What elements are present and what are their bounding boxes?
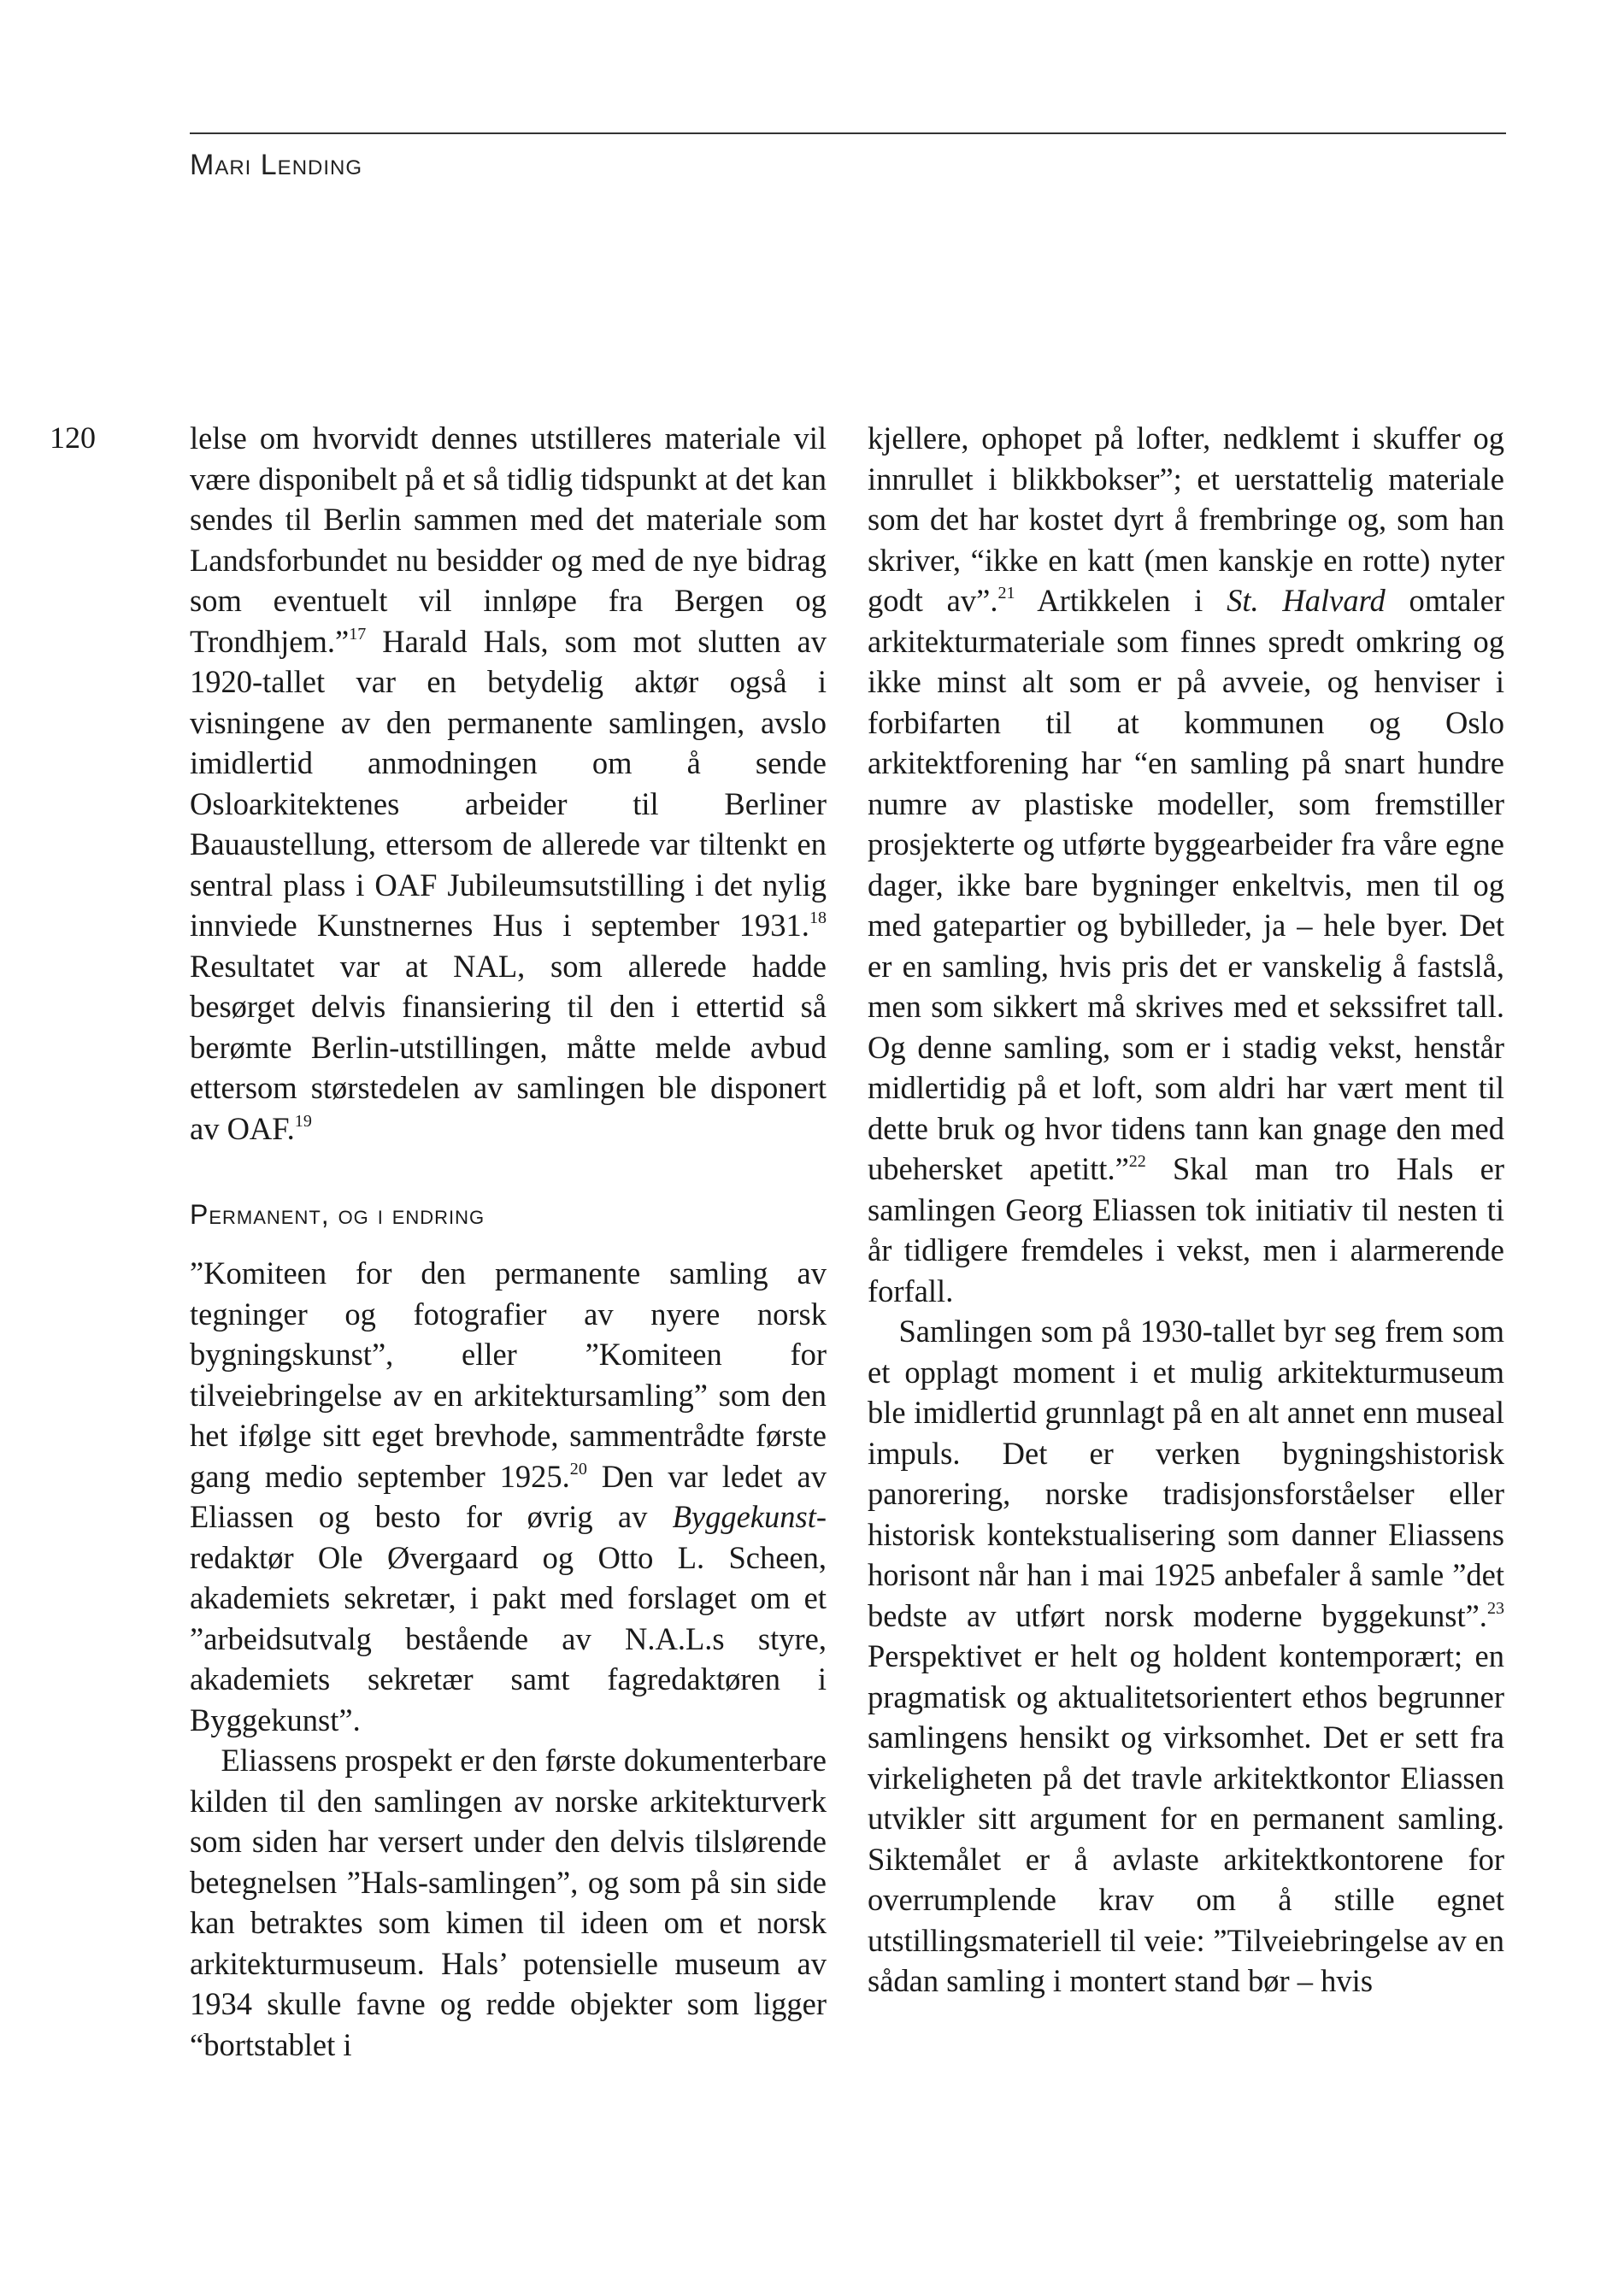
footnote-ref: 19: [294, 1111, 312, 1131]
text-run: Skal man tro Hals er samlingen Georg Eliassen tok initiativ til nesten ti år tidligere fremdeles i vekst, men i alarmerende forfall.: [868, 1151, 1504, 1308]
text-run: Den var ledet av Eliassen og besto for øvrig av: [190, 1458, 827, 1534]
text-run: Artikkelen i: [1015, 583, 1227, 618]
paragraph: [868, 418, 1504, 1311]
section-heading: Permanent, og i endring: [190, 1199, 485, 1230]
paragraph: [190, 1740, 827, 2065]
running-head: Mari Lending: [190, 149, 363, 181]
right-column: [868, 418, 1504, 2002]
footnote-ref: 20: [569, 1459, 587, 1479]
text-run: Samlingen som på 1930-tallet byr seg frem som et opplagt moment i et mulig arkitekturmuseum ble imidlertid grunnlagt på en alt annet enn museal impuls. Det er verken bygningshistorisk panorering, norske tradisjonsforståelser eller historisk kontekstualisering som danner Eliassens horisont når han i mai 1925 anbefaler å samle ”det bedste av utført norsk moderne byggekunst”.: [868, 1314, 1504, 1633]
paragraph: [190, 1253, 827, 1740]
italic-title: St. Halvard: [1227, 583, 1386, 618]
text-run: Perspektivet er helt og holdent kontemporært; en pragmatisk og aktualitetsorientert ethos begrunner samlingens hensikt og virksomhet. Det er sett fra virkeligheten på det travle arkitektkontor Eliassen utvikler sitt argument for en permanent samling. Siktemålet er å avlaste arkitektkontorene for overrumplende krav om å stille egnet utstillingsmateriell til veie: ”Tilveiebringelse av en sådan samling i montert stand bør – hvis: [868, 1638, 1504, 1998]
text-run: lelse om hvorvidt dennes utstilleres materiale vil være disponibelt på et så tidlig tidspunkt at det kan sendes til Berlin sammen med det materiale som Landsforbundet nu besidder og med de nye bidrag som eventuelt vil innløpe fra Bergen og Trondhjem.”: [190, 420, 827, 659]
footnote-ref: 17: [349, 624, 367, 644]
footnote-ref: 22: [1128, 1151, 1146, 1171]
paragraph: [190, 418, 827, 1149]
text-run: kjellere, ophopet på lofter, nedklemt i skuffer og innrullet i blikkbokser”; et uerstattelig materiale som det har kostet dyrt å frembringe og, som han skriver, “ikke en katt (men kanskje en rotte) nyter godt av”.: [868, 420, 1504, 618]
paragraph: [868, 1311, 1504, 2002]
footnote-ref: 18: [809, 908, 827, 927]
text-run: omtaler arkitekturmateriale som finnes spredt omkring og ikke minst alt som er på avveie, og henviser i forbifarten til at kommunen og Oslo arkitektforening har “en samling på snart hundre numre av plastiske modeller, som fremstiller prosjekterte og utførte byggearbeider fra våre egne dager, ikke bare bygninger enkeltvis, men til og med gatepartier og bybilleder, ja – hele byer. Det er en samling, hvis pris det er vanskelig å fastslå, men som sikkert må skrives med et sekssifret tall. Og denne samling, som er i stadig vekst, henstår midlertidig på et loft, som aldri har vært ment til dette bruk og hvor tidens tann kan gnage den med ubehersket apetitt.”: [868, 583, 1505, 1186]
footnote-ref: 21: [997, 583, 1015, 603]
footnote-ref: 23: [1486, 1598, 1504, 1618]
text-run: ”Komiteen for den permanente samling av tegninger og fotografier av nyere norsk bygningskunst”, eller ”Komiteen for tilveiebringelse av en arkitektursamling” som den het ifølge sitt eget brevhode, sammentrådte første gang medio september 1925.: [190, 1255, 827, 1494]
header-rule: [190, 132, 1506, 134]
text-run: Harald Hals, som mot slutten av 1920-tallet var en betydelig aktør også i visningene av den permanente samlingen, avslo imidlertid anmodningen om å sende Osloarkitektenes arbeider til Berliner Bauaustellung, ettersom de allerede var tiltenkt en sentral plass i OAF Jubileumsutstilling i det nylig innviede Kunstnernes Hus i september 1931.: [190, 623, 827, 943]
page-number: 120: [50, 420, 96, 455]
text-run: Resultatet var at NAL, som allerede hadde besørget delvis finansiering til den i ettertid så berømte Berlin-utstillingen, måtte melde avbud ettersom størstedelen av samlingen ble disponert av OAF.: [190, 948, 827, 1146]
text-run: -redaktør Ole Øvergaard og Otto L. Scheen, akademiets sekretær, i pakt med forslaget om et ”arbeidsutvalg bestående av N.A.L.s styre, akademiets sekretær samt fagredaktøren i Byggekunst”.: [190, 1499, 827, 1737]
text-run: Eliassens prospekt er den første dokumenterbare kilden til den samlingen av norske arkitekturverk som siden har versert under den delvis tilslørende betegnelsen ”Hals-samlingen”, og som på sin side kan betraktes som kimen til ideen om et norsk arkitekturmuseum. Hals’ potensielle museum av 1934 skulle favne og redde objekter som ligger “bortstablet i: [190, 1743, 827, 2062]
italic-title: Byggekunst: [672, 1499, 816, 1534]
left-column: [190, 418, 827, 2065]
